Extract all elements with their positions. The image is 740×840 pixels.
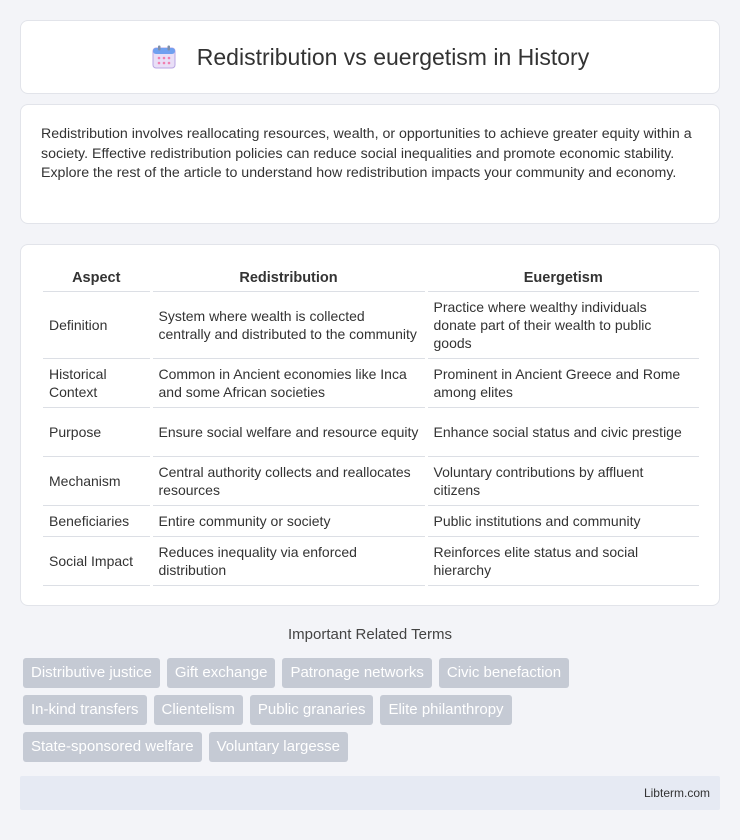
footer-site-link[interactable]: Libterm.com [643, 786, 710, 800]
row-aspect: Historical Context [49, 365, 107, 400]
row-aspect: Purpose [49, 423, 102, 440]
tag-distributive-justice[interactable]: Distributive justice [23, 658, 160, 688]
intro-card [20, 104, 720, 224]
intro-text: Redistribution involves reallocating resources, wealth, or opportunities to achieve greater equity within a society. Effective redistribution policies can reduce social inequalities and promote economic stability. Explore the rest of the article to understand how redistribution impacts your community and economy. [41, 126, 692, 181]
table-row [43, 456, 699, 505]
related-terms-heading: Important Related Terms [288, 626, 452, 643]
row-aspect: Mechanism [49, 472, 121, 489]
row-redistribution: System where wealth is collected centrally and distributed to the community [151, 291, 426, 358]
header-euergetism: Euergetism [426, 265, 699, 291]
row-redistribution: Reduces inequality via enforced distribution [151, 536, 426, 585]
row-redistribution: Ensure social welfare and resource equity [151, 407, 426, 456]
header-aspect: Aspect [72, 270, 121, 287]
title-card [20, 20, 720, 94]
row-euergetism: Prominent in Ancient Greece and Rome among elites [426, 358, 699, 407]
row-euergetism: Practice where wealthy individuals donate part of their wealth to public goods [426, 291, 699, 358]
row-aspect: Social Impact [49, 552, 134, 569]
row-euergetism: Public institutions and community [426, 505, 699, 536]
row-aspect: Definition [49, 316, 108, 333]
row-euergetism: Reinforces elite status and social hierarchy [426, 536, 699, 585]
tag-elite-philanthropy[interactable]: Elite philanthropy [380, 695, 511, 725]
row-aspect: Beneficiaries [49, 512, 130, 529]
tag-state-sponsored-welfare[interactable]: State-sponsored welfare [23, 732, 202, 762]
tag-gift-exchange[interactable]: Gift exchange [167, 658, 276, 688]
row-redistribution: Common in Ancient economies like Inca and some African societies [151, 358, 426, 407]
tag-voluntary-largesse[interactable]: Voluntary largesse [209, 732, 348, 762]
tag-public-granaries[interactable]: Public granaries [250, 695, 374, 725]
comparison-card [20, 244, 720, 606]
page-title: Redistribution vs euergetism in History [196, 43, 590, 70]
table-row [43, 291, 699, 358]
row-redistribution: Central authority collects and reallocates resources [151, 456, 426, 505]
tag-row [23, 732, 723, 762]
table-header-row [43, 265, 699, 291]
row-euergetism: Voluntary contributions by affluent citizens [426, 456, 699, 505]
tag-row [23, 658, 723, 688]
footer [20, 776, 720, 810]
tag-patronage-networks[interactable]: Patronage networks [282, 658, 431, 688]
related-terms [23, 658, 723, 769]
header-redistribution: Redistribution [151, 265, 426, 291]
row-redistribution: Entire community or society [151, 505, 426, 536]
table-row [43, 505, 699, 536]
table-row [43, 358, 699, 407]
tag-clientelism[interactable]: Clientelism [154, 695, 243, 725]
tag-civic-benefaction[interactable]: Civic benefaction [439, 658, 569, 688]
row-euergetism: Enhance social status and civic prestige [426, 407, 699, 456]
table-row [43, 407, 699, 456]
comparison-table [43, 265, 699, 586]
table-row [43, 536, 699, 585]
calendar-icon [151, 44, 177, 70]
tag-row [23, 695, 723, 725]
tag-in-kind-transfers[interactable]: In-kind transfers [23, 695, 147, 725]
